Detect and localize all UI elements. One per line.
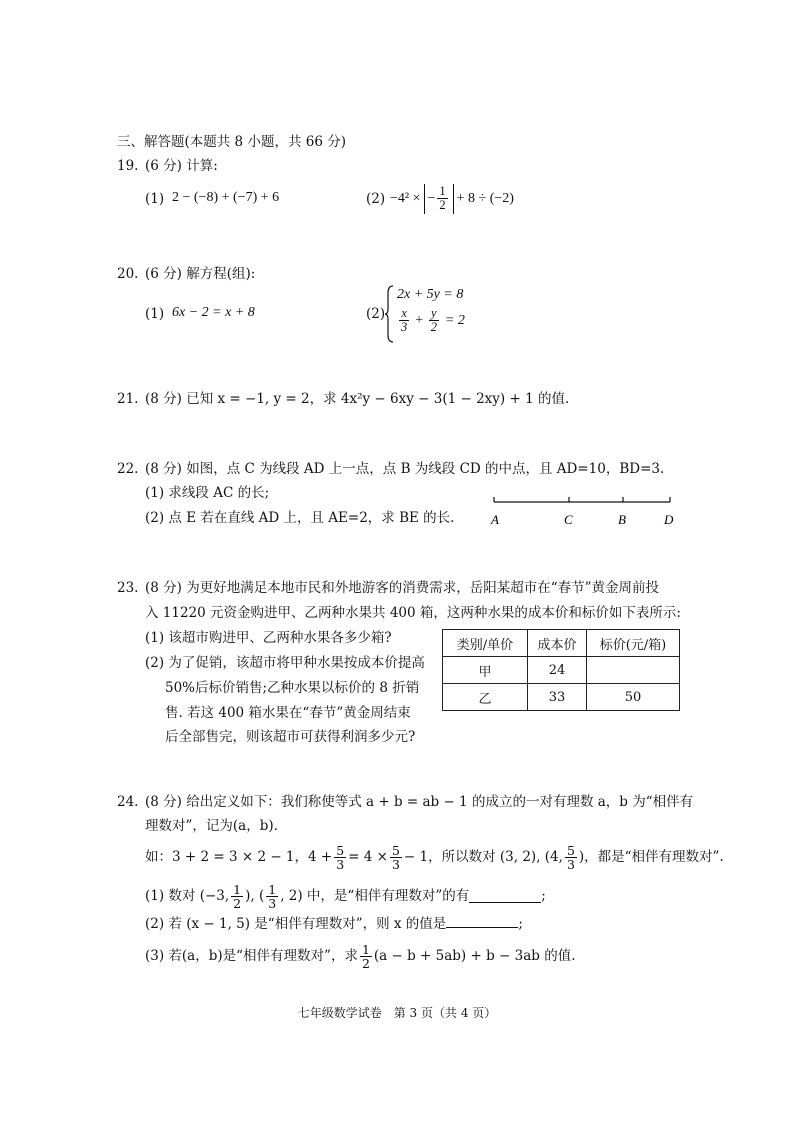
q23-part2-line4: 后全部售完，则该超市可获得利润多少元? <box>165 729 416 745</box>
equation-system-brace <box>384 285 394 343</box>
q23-part2-line2: 50%后标价销售;乙种水果以标价的 8 折销 <box>165 680 420 696</box>
q24-line2: 理数对”，记为(a，b). <box>145 818 278 834</box>
q20-eq2-denominator-1: 3 <box>401 320 408 334</box>
q24-part1-num-2: 1 <box>268 881 277 897</box>
q19-part1-expression: 2 − (−8) + (−7) + 6 <box>172 190 280 205</box>
q20-eq2-rhs: = 2 <box>444 312 465 328</box>
q19-part2-label: (2) <box>366 191 386 207</box>
q24-part1-den-2: 3 <box>268 895 277 911</box>
q20-eq2-plus: + <box>414 312 424 328</box>
q24-part3 <box>145 939 576 973</box>
q24-part1-num-1: 1 <box>233 881 242 897</box>
q21-text: (8 分) 已知 x = −1, y = 2，求 4x²y − 6xy − 3(1 − 2xy) + 1 的值. <box>145 391 570 407</box>
q24-example-den-1: 3 <box>336 856 345 872</box>
q24-part2 <box>145 915 523 933</box>
q21-number: 21. <box>117 391 139 407</box>
q23-part1: (1) 该超市购进甲、乙两种水果各多少箱? <box>145 630 392 646</box>
q19-title: (6 分) 计算: <box>145 158 218 174</box>
q22-part2: (2) 点 E 若在直线 AD 上，且 AE=2，求 BE 的长. <box>145 510 455 526</box>
table-cell: 乙 <box>443 684 528 711</box>
q20-number: 20. <box>117 266 139 282</box>
q24-example-post-1: − 1，所以数对 (3, 2), (4, <box>403 849 563 865</box>
q20-part1-equation: 6x − 2 = x + 8 <box>172 305 255 320</box>
q20-equation-1: 2x + 5y = 8 <box>397 287 464 302</box>
answer-blank-1[interactable] <box>469 890 541 903</box>
table-header-cell: 成本价 <box>528 630 587 657</box>
q19-number: 19. <box>117 158 139 174</box>
table-header-cell: 类别/单价 <box>443 630 528 657</box>
q20-eq2-denominator-2: 2 <box>430 320 437 334</box>
q23-line1: (8 分) 为更好地满足本地市民和外地游客的消费需求，岳阳某超市在“春节”黄金周前投 <box>145 580 660 596</box>
q22-part1: (1) 求线段 AC 的长; <box>145 485 270 501</box>
table-header-cell: 标价(元/箱) <box>587 630 680 657</box>
q19-part2-suffix: + 8 ÷ (−2) <box>456 191 514 206</box>
q24-part1-den-1: 2 <box>233 895 242 911</box>
q24-part1-post: , 2) 中，是“相伴有理数对”的有 <box>280 888 470 904</box>
q23-part2-line3: 售. 若这 400 箱水果在“春节”黄金周结束 <box>165 705 411 721</box>
point-label-d: D <box>664 512 674 527</box>
q24-part2-prefix: (2) 若 (x − 1, 5) 是“相伴有理数对”，则 x 的值是 <box>145 916 447 932</box>
q19-part2-prefix: −4² × <box>390 191 421 206</box>
q19-part2-expression <box>390 182 514 216</box>
q20-part2-label: (2) <box>366 306 386 322</box>
fruit-price-table <box>442 629 680 711</box>
q19-part1-label: (1) <box>145 191 165 207</box>
q24-part3-num: 1 <box>361 941 370 957</box>
table-header-row <box>443 630 680 657</box>
table-row <box>443 657 680 684</box>
q24-line1: (8 分) 给出定义如下：我们称使等式 a + b = ab − 1 的成立的一对有理数 a，b 为“相伴有 <box>145 794 694 810</box>
table-cell: 33 <box>528 684 587 711</box>
table-row <box>443 684 680 711</box>
q24-part1 <box>145 879 546 913</box>
table-cell: 甲 <box>443 657 528 684</box>
q24-example-prefix: 如：3 + 2 = 3 × 2 − 1，4 + <box>145 849 333 865</box>
q24-example-den-2: 3 <box>391 856 400 872</box>
q24-part2-end: ; <box>518 916 523 932</box>
q23-line2: 入 11220 元资金购进甲、乙两种水果共 400 箱，这两种水果的成本价和标价如下表所示: <box>145 605 681 621</box>
table-cell <box>587 657 680 684</box>
q23-number: 23. <box>117 580 139 596</box>
q24-example-num-2: 5 <box>391 842 400 858</box>
point-label-a: A <box>491 512 499 527</box>
segment-diagram <box>484 494 684 530</box>
q19-fraction-denominator: 2 <box>439 198 446 213</box>
q20-equation-2 <box>397 307 465 334</box>
q22-text: (8 分) 如图，点 C 为线段 AD 上一点，点 B 为线段 CD 的中点，且 AD=10，BD=3. <box>145 461 665 477</box>
q24-example-num-1: 5 <box>336 842 345 858</box>
q24-part3-den: 2 <box>361 955 370 971</box>
q19-fraction-numerator: 1 <box>439 184 446 199</box>
q24-part1-end: ; <box>541 888 546 904</box>
table-cell: 24 <box>528 657 587 684</box>
page-footer: 七年级数学试卷 第 3 页（共 4 页） <box>297 1006 497 1020</box>
answer-blank-2[interactable] <box>446 915 518 928</box>
q20-part1-label: (1) <box>145 306 165 322</box>
q24-part3-prefix: (3) 若(a，b)是“相伴有理数对”，求 <box>145 948 358 964</box>
q24-number: 24. <box>117 794 139 810</box>
q24-example <box>145 840 724 874</box>
absolute-value: − $\frac{1}{2}$ <box>424 184 454 214</box>
q24-example-num-3: 5 <box>566 842 575 858</box>
q20-title: (6 分) 解方程(组): <box>145 266 256 282</box>
point-label-c: C <box>564 512 573 527</box>
table-cell: 50 <box>587 684 680 711</box>
q22-number: 22. <box>117 461 139 477</box>
section-title: 三、解答题(本题共 8 小题，共 66 分) <box>117 134 346 150</box>
q24-part1-prefix: (1) 数对 (−3, <box>145 888 230 904</box>
q20-eq2-numerator-2: y <box>429 307 439 321</box>
q24-example-den-3: 3 <box>566 856 575 872</box>
q23-part2-line1: (2) 为了促销，该超市将甲种水果按成本价提高 <box>145 655 425 671</box>
q24-example-middle: = 4 × <box>348 849 388 865</box>
point-label-b: B <box>618 512 626 527</box>
q24-example-post-2: )，都是“相伴有理数对”. <box>578 849 724 865</box>
q20-eq2-numerator-1: x <box>399 307 409 321</box>
q24-part3-post: (a − b + 5ab) + b − 3ab 的值. <box>373 948 576 964</box>
q24-part1-middle: ), ( <box>245 888 265 904</box>
